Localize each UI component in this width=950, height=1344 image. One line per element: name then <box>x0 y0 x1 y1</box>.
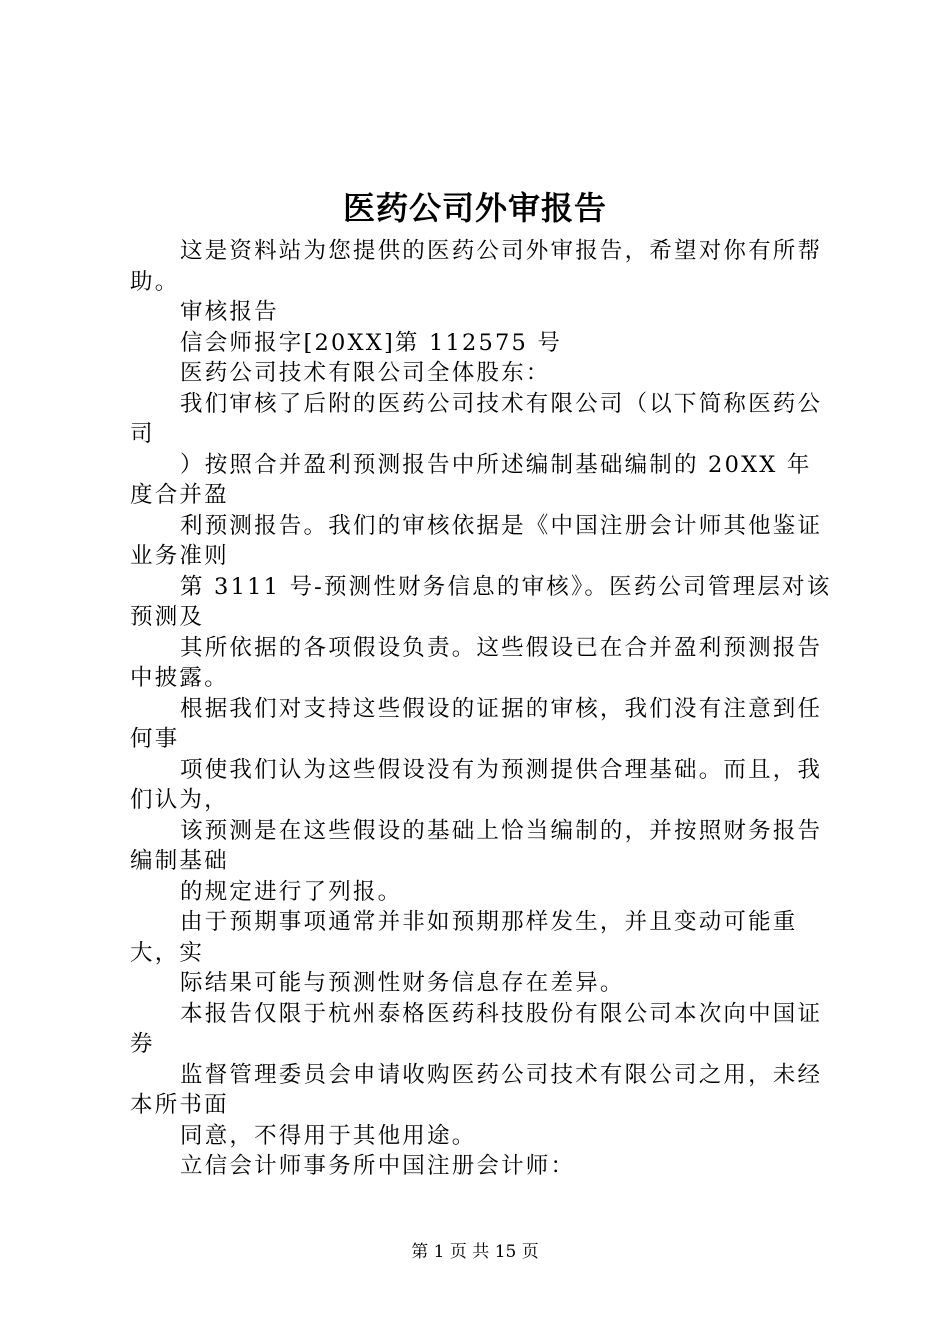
paragraph: 该预测是在这些假设的基础上恰当编制的，并按照财务报告编制基础 <box>130 817 823 874</box>
paragraph: 这是资料站为您提供的医药公司外审报告，希望对你有所帮助。 <box>130 238 823 295</box>
paragraph: 审核报告 <box>180 299 279 325</box>
paragraph: 我们审核了后附的医药公司技术有限公司（以下简称医药公司 <box>130 390 823 447</box>
paragraph: 的规定进行了列报。 <box>180 878 403 905</box>
paragraph: 监督管理委员会申请收购医药公司技术有限公司之用，未经本所书面 <box>130 1061 823 1118</box>
paragraph: 信会师报字[20XX]第 112575 号 <box>180 329 563 356</box>
paragraph: 第 3111 号-预测性财务信息的审核》。医药公司管理层对该预测及 <box>130 573 832 630</box>
paragraph: 本报告仅限于杭州泰格医药科技股份有限公司本次向中国证券 <box>130 1000 823 1057</box>
paragraph: 同意，不得用于其他用途。 <box>180 1122 477 1149</box>
paragraph: 其所依据的各项假设负责。这些假设已在合并盈利预测报告中披露。 <box>130 634 823 691</box>
page-footer: 第 1 页 共 15 页 <box>411 1242 539 1262</box>
paragraph: 立信会计师事务所中国注册会计师： <box>180 1153 576 1179</box>
paragraph: 利预测报告。我们的审核依据是《中国注册会计师其他鉴证业务准则 <box>130 512 823 569</box>
document-body <box>130 236 835 1182</box>
paragraph: 由于预期事项通常并非如预期那样发生，并且变动可能重大，实 <box>130 909 798 966</box>
document-title: 医药公司外审报告 <box>342 189 607 227</box>
paragraph: ）按照合并盈利预测报告中所述编制基础编制的 20XX 年度合并盈 <box>130 451 812 508</box>
paragraph: 项使我们认为这些假设没有为预测提供合理基础。而且，我们认为， <box>130 756 823 813</box>
paragraph: 根据我们对支持这些假设的证据的审核，我们没有注意到任何事 <box>130 695 823 752</box>
paragraph: 医药公司技术有限公司全体股东： <box>180 360 551 386</box>
paragraph: 际结果可能与预测性财务信息存在差异。 <box>180 970 625 996</box>
